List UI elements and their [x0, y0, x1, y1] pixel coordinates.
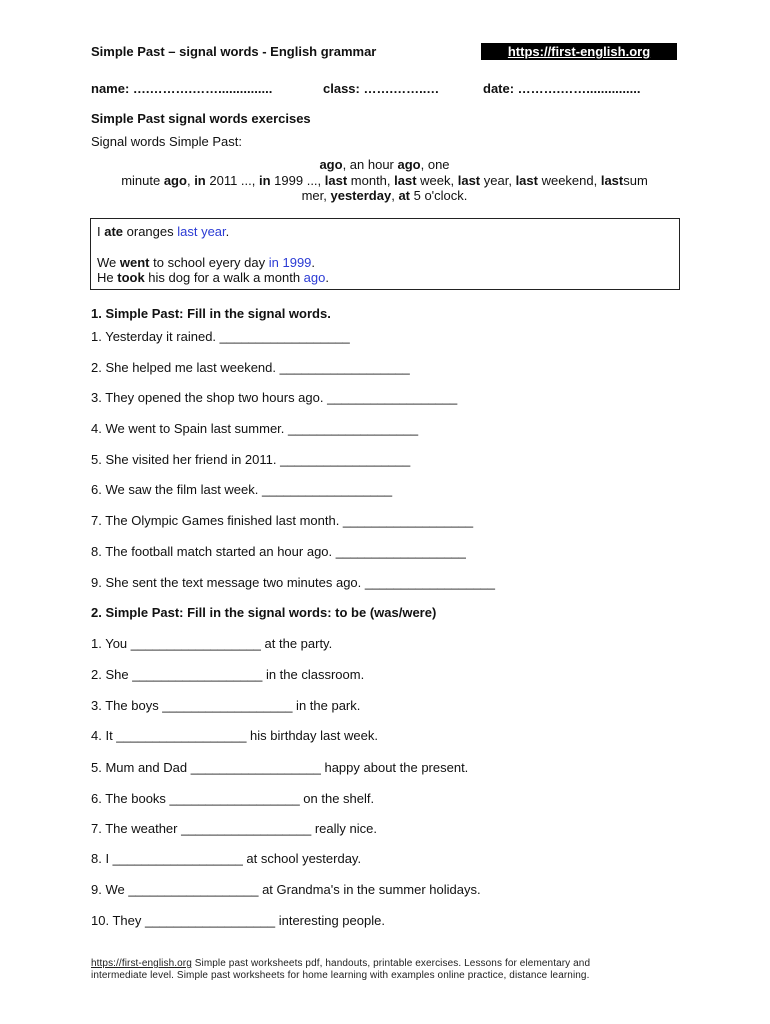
signal-word-text: month,	[347, 173, 395, 188]
example-sentence-1: I ate oranges last year.	[97, 224, 230, 239]
site-url-badge[interactable]: https://first-english.org	[481, 43, 677, 60]
example-signal-word: in 1999	[268, 255, 312, 270]
signal-word-text: , one	[420, 157, 450, 172]
signal-word: in	[259, 173, 271, 188]
example-verb: ate	[104, 224, 124, 239]
signal-word-text: ,	[391, 188, 399, 203]
signal-words-subheading: Signal words Simple Past:	[91, 134, 243, 149]
signal-word: ago	[163, 173, 187, 188]
signal-word: ago	[319, 157, 343, 172]
signal-word: at	[398, 188, 410, 203]
example-signal-word: last year	[177, 224, 226, 239]
example-sentence-2: We went to school eyery day in 1999.	[97, 255, 316, 270]
example-signal-word: ago	[303, 270, 326, 285]
signal-word-text: week,	[416, 173, 458, 188]
exercise-1-item: 8. The football match started an hour ago. __________________	[91, 544, 466, 559]
signal-word: last	[515, 173, 538, 188]
example-sentence-3: He took his dog for a walk a month ago.	[97, 270, 329, 285]
signal-words-line-1	[92, 157, 677, 172]
signal-word: yesterday	[330, 188, 392, 203]
exercise-2-item: 4. It __________________ his birthday last week.	[91, 728, 378, 743]
signal-word-text: sum	[623, 173, 648, 188]
exercise-1-title: 1. Simple Past: Fill in the signal words.	[91, 306, 331, 321]
worksheet-title: Simple Past – signal words - English grammar	[91, 44, 377, 59]
section-heading: Simple Past signal words exercises	[91, 111, 311, 126]
example-verb: went	[119, 255, 150, 270]
signal-word-text: year,	[480, 173, 516, 188]
signal-word-text: 2011 ...,	[205, 173, 259, 188]
exercise-1-item: 7. The Olympic Games finished last month. __________________	[91, 513, 474, 528]
signal-word-text: 5 o'clock.	[410, 188, 468, 203]
signal-word-text: ,	[186, 173, 195, 188]
exercise-2-item: 3. The boys __________________ in the park.	[91, 698, 361, 713]
footer-link[interactable]: https://first-english.org	[91, 958, 192, 969]
footer-line-2: intermediate level. Simple past worksheets for home learning with examples online practice, distance learning.	[91, 970, 590, 981]
signal-word: last	[457, 173, 481, 188]
exercise-2-item: 9. We __________________ at Grandma's in the summer holidays.	[91, 882, 481, 897]
signal-word: ago	[397, 157, 421, 172]
signal-word: last	[324, 173, 348, 188]
exercise-1-item: 4. We went to Spain last summer. __________________	[91, 421, 419, 436]
exercise-2-item: 8. I __________________ at school yesterday.	[91, 851, 362, 866]
signal-word-text: 1999 ...,	[270, 173, 325, 188]
class-field-label: class: …….……..…	[323, 81, 440, 96]
exercise-1-item: 5. She visited her friend in 2011. __________________	[91, 452, 411, 467]
exercise-2-item: 2. She __________________ in the classroom.	[91, 667, 365, 682]
exercise-2-item: 6. The books __________________ on the shelf.	[91, 791, 375, 806]
signal-word: in	[194, 173, 206, 188]
signal-word-text: weekend,	[537, 173, 601, 188]
exercise-1-item: 2. She helped me last weekend. __________________	[91, 360, 410, 375]
example-verb: took	[117, 270, 145, 285]
exercise-1-item: 3. They opened the shop two hours ago. __________________	[91, 390, 458, 405]
exercise-1-item: 1. Yesterday it rained. __________________	[91, 329, 350, 344]
footer-line-1: https://first-english.org Simple past worksheets pdf, handouts, printable exercises. Lessons for elementary and	[91, 958, 591, 969]
exercise-2-title: 2. Simple Past: Fill in the signal words: to be (was/were)	[91, 605, 437, 620]
signal-word-text: minute	[121, 173, 164, 188]
exercise-1-item: 9. She sent the text message two minutes ago. __________________	[91, 575, 496, 590]
signal-word: last	[600, 173, 624, 188]
exercise-2-item: 1. You __________________ at the party.	[91, 636, 333, 651]
signal-words-line-2	[92, 173, 677, 188]
exercise-2-item: 10. They __________________ interesting people.	[91, 913, 385, 928]
signal-word-text: mer,	[301, 188, 331, 203]
signal-words-line-3	[92, 188, 677, 203]
exercise-1-item: 6. We saw the film last week. __________________	[91, 482, 393, 497]
signal-word: last	[394, 173, 417, 188]
exercise-2-item: 7. The weather __________________ really nice.	[91, 821, 377, 836]
date-field-label: date: ……….……...............	[483, 81, 641, 96]
name-field-label: name: ….……….……...............	[91, 81, 273, 96]
exercise-2-item: 5. Mum and Dad __________________ happy about the present.	[91, 760, 469, 775]
signal-word-text: , an hour	[342, 157, 398, 172]
